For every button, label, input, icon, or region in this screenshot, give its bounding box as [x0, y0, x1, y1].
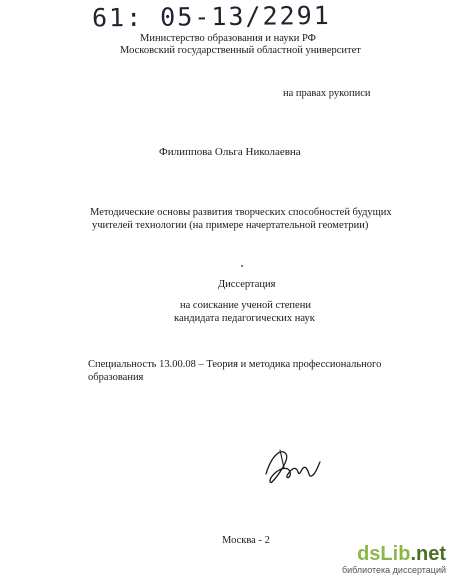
- signature-graphic: [262, 444, 322, 486]
- title-line-2: учителей технологии (на примере начертательной геометрии): [92, 220, 369, 231]
- handwritten-catalog-number: 61: 05-13/2291: [91, 0, 331, 33]
- dslib-watermark: [334, 544, 446, 580]
- author-name: Филиппова Ольга Николаевна: [159, 146, 301, 158]
- degree-line-1: Диссертация: [218, 279, 276, 290]
- university-line: Московский государственный областной университет: [120, 45, 361, 56]
- dslib-logo: [334, 544, 446, 564]
- logo-part-dslib: dsLib: [357, 543, 411, 565]
- ministry-line: Министерство образования и науки РФ: [140, 33, 316, 44]
- logo-part-net: .net: [410, 543, 446, 565]
- degree-line-3: кандидата педагогических наук: [174, 313, 315, 324]
- city-year: Москва - 2: [222, 535, 270, 546]
- specialty-line-1: Специальность 13.00.08 – Теория и методика профессионального: [88, 359, 382, 370]
- specialty-line-2: образования: [88, 372, 144, 383]
- scan-speck: [241, 265, 243, 267]
- watermark-tagline: библиотека диссертаций: [341, 565, 446, 575]
- title-line-1: Методические основы развития творческих способностей будущих: [90, 207, 392, 218]
- degree-line-2: на соискание ученой степени: [180, 300, 311, 311]
- manuscript-note: на правах рукописи: [283, 88, 371, 99]
